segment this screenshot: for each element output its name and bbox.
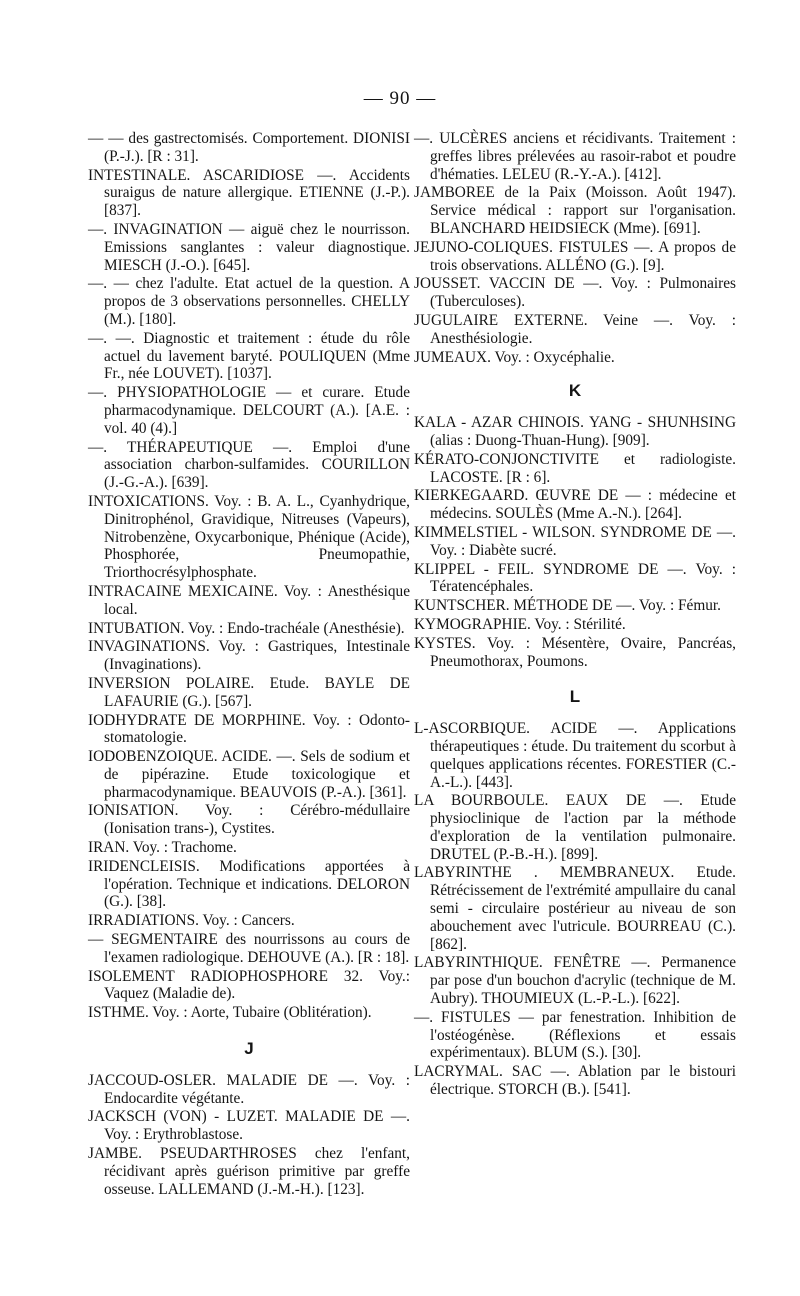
index-entry: JEJUNO-COLIQUES. FISTULES —. A propos de trois observations. ALLÉNO (G.). [9]. bbox=[414, 238, 736, 274]
index-entry: LA BOURBOULE. EAUX DE —. Etude physioclinique de l'action par la méthode d'exploration de la ventilation pulmonaire. DRUTEL (P.-B.-H.). [899]. bbox=[414, 792, 736, 863]
index-entry: INTRACAINE MEXICAINE. Voy. : Anesthésique local. bbox=[88, 582, 410, 618]
index-entry: LABYRINTHIQUE. FENÊTRE —. Permanence par pose d'un bouchon d'acrylic (technique de M. Aubry). THOUMIEUX (L.-P.-L.). [622]. bbox=[414, 954, 736, 1008]
index-entry: —. —. Diagnostic et traitement : étude du rôle actuel du lavement baryté. POULIQUEN (Mme Fr., née LOUVET). [1037]. bbox=[88, 329, 410, 383]
index-entry: JUGULAIRE EXTERNE. Veine —. Voy. : Anesthésiologie. bbox=[414, 311, 736, 347]
index-entry: INTESTINALE. ASCARIDIOSE —. Accidents suraigus de nature allergique. ETIENNE (J.-P.). [837]. bbox=[88, 166, 410, 220]
index-entry: IODHYDRATE DE MORPHINE. Voy. : Odonto-stomatologie. bbox=[88, 711, 410, 747]
index-entry: —. PHYSIOPATHOLOGIE — et curare. Etude pharmacodynamique. DELCOURT (A.). [A.E. : vol. 40 (4).] bbox=[88, 384, 410, 437]
index-entry: —. FISTULES — par fenestration. Inhibition de l'ostéogénèse. (Réflexions et essais expérimentaux). BLUM (S.). [30]. bbox=[414, 1008, 736, 1062]
index-entry: INVAGINATIONS. Voy. : Gastriques, Intestinale (Invaginations). bbox=[88, 638, 410, 674]
index-entry: KUNTSCHER. MÉTHODE DE —. Voy. : Fémur. bbox=[414, 597, 721, 615]
index-entry: JACKSCH (VON) - LUZET. MALADIE DE —. Voy. : Erythroblastose. bbox=[88, 1108, 410, 1144]
index-entry: JACCOUD-OSLER. MALADIE DE —. Voy. : Endocardite végétante. bbox=[88, 1071, 410, 1107]
index-entry: LABYRINTHE . MEMBRANEUX. Etude. Rétrécissement de l'extrémité ampullaire du canal semi - circulaire postérieur au niveau de son abouchement avec l'utricule. BOURREAU (C.). [862]. bbox=[414, 864, 736, 953]
index-entry: JOUSSET. VACCIN DE —. Voy. : Pulmonaires (Tuberculoses). bbox=[414, 275, 736, 311]
index-entry: JAMBE. PSEUDARTHROSES chez l'enfant, récidivant après guérison primitive par greffe osseuse. LALLEMAND (J.-M.-H.). [123]. bbox=[88, 1145, 410, 1198]
index-entry: LACRYMAL. SAC —. Ablation par le bistouri électrique. STORCH (B.). [541]. bbox=[414, 1063, 736, 1099]
index-entry: JAMBOREE de la Paix (Moisson. Août 1947). Service médical : rapport sur l'organisation. BLANCHARD HEIDSIECK (Mme). [691]. bbox=[414, 184, 736, 237]
index-entry: ISOLEMENT RADIOPHOSPHORE 32. Voy.: Vaquez (Maladie de). bbox=[88, 967, 410, 1003]
index-entry: L-ASCORBIQUE. ACIDE —. Applications thérapeutiques : étude. Du traitement du scorbut à quelques applications récentes. FORESTIER (C.-A.-L.). [443]. bbox=[414, 720, 736, 791]
page-number: — 90 — bbox=[363, 88, 437, 109]
section-letter-k: K bbox=[568, 381, 582, 401]
index-entry: —. — chez l'adulte. Etat actuel de la question. A propos de 3 observations personnelles. CHELLY (M.). [180]. bbox=[88, 275, 410, 328]
index-entry: IRIDENCLEISIS. Modifications apportées à l'opération. Technique et indications. DELORON (G.). [38]. bbox=[88, 857, 410, 911]
index-entry: —. THÉRAPEUTIQUE —. Emploi d'une association charbon-sulfamides. COURILLON (J.-G.-A.). [639]. bbox=[88, 438, 410, 492]
section-letter-l: L bbox=[569, 687, 581, 707]
index-entry: IRRADIATIONS. Voy. : Cancers. bbox=[88, 912, 295, 930]
index-entry: KIMMELSTIEL - WILSON. SYNDROME DE —. Voy. : Diabète sucré. bbox=[414, 523, 736, 559]
index-entry: KALA - AZAR CHINOIS. YANG - SHUNHSING (alias : Duong-Thuan-Hung). [909]. bbox=[414, 414, 736, 449]
index-entry: INVERSION POLAIRE. Etude. BAYLE DE LAFAURIE (G.). [567]. bbox=[88, 674, 410, 710]
index-entry: —. ULCÈRES anciens et récidivants. Traitement : greffes libres prélevées au rasoir-rabot et poudre d'hématies. LELEU (R.-Y.-A.). [412]. bbox=[414, 130, 736, 183]
index-entry: KÉRATO-CONJONCTIVITE et radiologiste. LACOSTE. [R : 6]. bbox=[414, 450, 736, 486]
index-entry: KYSTES. Voy. : Mésentère, Ovaire, Pancréas, Pneumothorax, Poumons. bbox=[414, 634, 736, 670]
index-entry: — SEGMENTAIRE des nourrissons au cours de l'examen radiologique. DEHOUVE (A.). [R : 18]. bbox=[88, 931, 410, 966]
index-entry: IONISATION. Voy. : Cérébro-médullaire (Ionisation trans-), Cystites. bbox=[88, 802, 410, 838]
index-entry: KIERKEGAARD. ŒUVRE DE — : médecine et médecins. SOULÈS (Mme A.-N.). [264]. bbox=[414, 487, 736, 523]
right-column bbox=[414, 130, 736, 1100]
left-column bbox=[88, 130, 410, 1199]
index-entry: KYMOGRAPHIE. Voy. : Stérilité. bbox=[414, 615, 626, 633]
index-entry: KLIPPEL - FEIL. SYNDROME DE —. Voy. : Tératencéphales. bbox=[414, 560, 736, 596]
index-entry: — — des gastrectomisés. Comportement. DIONISI (P.-J.). [R : 31]. bbox=[88, 130, 410, 165]
index-entry: JUMEAUX. Voy. : Oxycéphalie. bbox=[414, 348, 615, 366]
index-entry: INTOXICATIONS. Voy. : B. A. L., Cyanhydrique, Dinitrophénol, Gravidique, Nitreuses (Vapeurs), Nitrobenzène, Oxycarbonique, Phénique (Acide), Phosphorée, Pneumopathie, Triorthocrésylphosphate. bbox=[88, 492, 410, 582]
index-entry: IODOBENZOIQUE. ACIDE. —. Sels de sodium et de pipérazine. Etude toxicologique et pharmacodynamique. BEAUVOIS (P.-A.). [361]. bbox=[88, 748, 410, 801]
index-entry: IRAN. Voy. : Trachome. bbox=[88, 839, 237, 857]
index-entry: ISTHME. Voy. : Aorte, Tubaire (Oblitération). bbox=[88, 1004, 372, 1022]
section-letter-j: J bbox=[244, 1039, 254, 1059]
index-entry: —. INVAGINATION — aiguë chez le nourrisson. Emissions sanglantes : valeur diagnostique. MIESCH (J.-O.). [645]. bbox=[88, 220, 410, 274]
index-entry: INTUBATION. Voy. : Endo-trachéale (Anesthésie). bbox=[88, 619, 405, 637]
